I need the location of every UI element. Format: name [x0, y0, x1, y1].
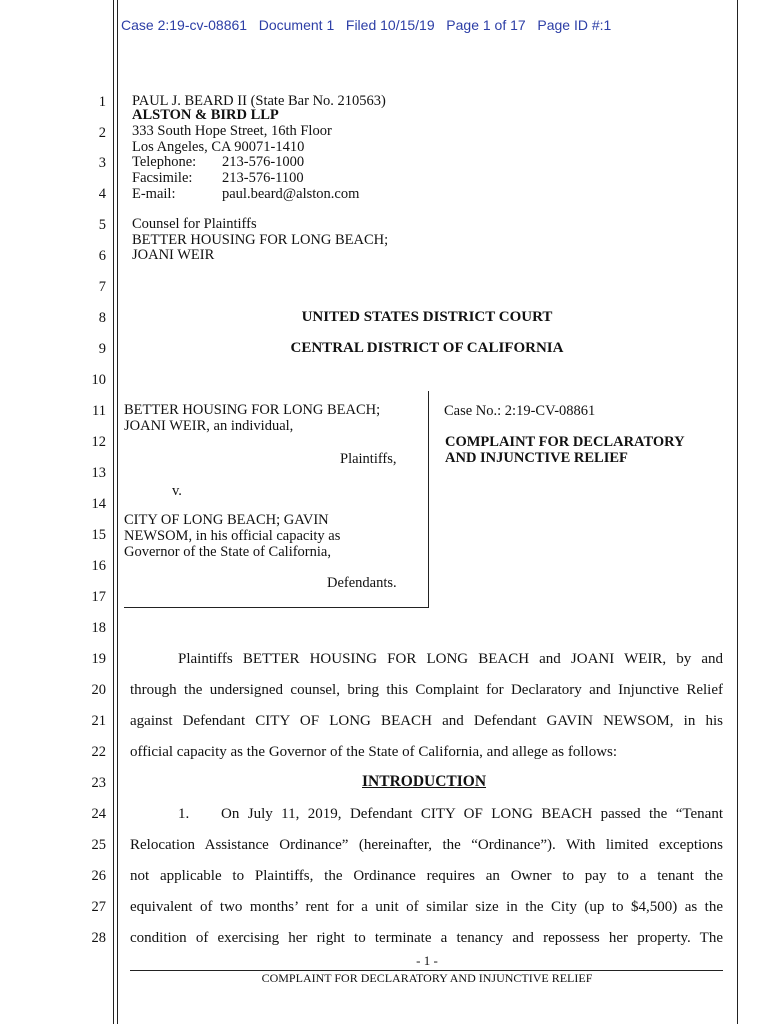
- plaintiff-line-1: BETTER HOUSING FOR LONG BEACH;: [124, 402, 381, 418]
- defendants-label: Defendants.: [327, 575, 397, 591]
- line-number: 22: [91, 744, 106, 760]
- intro-line-1: Plaintiffs BETTER HOUSING FOR LONG BEACH and JOANI WEIR, by and: [178, 651, 723, 667]
- case-number: Case No.: 2:19-CV-08861: [444, 403, 596, 419]
- paragraph-1-line-4: equivalent of two months’ rent for a unit of similar size in the City (up to $4,500) as the: [130, 899, 723, 915]
- line-number: 5: [98, 217, 106, 233]
- line-number: 9: [98, 341, 106, 357]
- versus: v.: [172, 483, 182, 499]
- intro-line-2: through the undersigned counsel, bring this Complaint for Declaratory and Injunctive Relief: [130, 682, 723, 698]
- paragraph-1-line-3: not applicable to Plaintiffs, the Ordinance requires an Owner to pay to a tenant the: [130, 868, 723, 884]
- defendant-line-1: CITY OF LONG BEACH; GAVIN: [124, 512, 329, 528]
- intro-line-3: against Defendant CITY OF LONG BEACH and Defendant GAVIN NEWSOM, in his: [130, 713, 723, 729]
- left-margin-rule-outer: [113, 0, 114, 1024]
- line-number: 6: [98, 248, 106, 264]
- plaintiffs-label: Plaintiffs,: [340, 451, 397, 467]
- line-number: 12: [91, 434, 106, 450]
- paragraph-number: 1.: [178, 806, 190, 822]
- firm-address-line-2: Los Angeles, CA 90071-1410: [132, 139, 305, 155]
- page-number: - 1 -: [416, 953, 438, 968]
- line-number: 8: [98, 310, 106, 326]
- telephone-label: Telephone:: [132, 154, 197, 170]
- line-number: 21: [91, 713, 106, 729]
- court-name: UNITED STATES DISTRICT COURT: [301, 309, 553, 325]
- counsel-for-label: Counsel for Plaintiffs: [132, 216, 257, 232]
- client-line-2: JOANI WEIR: [132, 247, 215, 263]
- line-number: 10: [91, 372, 106, 388]
- intro-line-4: official capacity as the Governor of the State of California, and allege as follows:: [130, 744, 618, 760]
- line-number: 19: [91, 651, 106, 667]
- line-number: 7: [98, 279, 106, 295]
- paragraph-1-line-1: On July 11, 2019, Defendant CITY OF LONG BEACH passed the “Tenant: [221, 806, 723, 822]
- law-firm: ALSTON & BIRD LLP: [132, 107, 279, 123]
- plaintiff-line-2: JOANI WEIR, an individual,: [124, 418, 294, 434]
- line-number: 14: [91, 496, 106, 512]
- client-line-1: BETTER HOUSING FOR LONG BEACH;: [132, 232, 389, 248]
- line-number: 11: [92, 403, 106, 419]
- firm-address-line-1: 333 South Hope Street, 16th Floor: [132, 123, 332, 139]
- line-number: 27: [91, 899, 106, 915]
- facsimile-label: Facsimile:: [132, 170, 193, 186]
- line-number: 13: [91, 465, 106, 481]
- line-number: 17: [91, 589, 106, 605]
- section-heading-introduction: INTRODUCTION: [362, 773, 487, 790]
- email-label: E-mail:: [132, 186, 176, 202]
- document-title-line-2: AND INJUNCTIVE RELIEF: [445, 450, 628, 466]
- line-number: 28: [91, 930, 106, 946]
- line-number: 25: [91, 837, 106, 853]
- footer-title: COMPLAINT FOR DECLARATORY AND INJUNCTIVE RELIEF: [261, 971, 593, 985]
- facsimile-number: 213-576-1100: [222, 170, 304, 186]
- left-margin-rule-inner: [117, 0, 118, 1024]
- defendant-line-3: Governor of the State of California,: [124, 544, 331, 560]
- line-number: 24: [91, 806, 106, 822]
- document-title-line-1: COMPLAINT FOR DECLARATORY: [445, 434, 685, 450]
- caption-bottom-divider: [124, 607, 429, 608]
- defendant-line-2: NEWSOM, in his official capacity as: [124, 528, 341, 544]
- right-margin-rule: [737, 0, 738, 1024]
- line-number: 26: [91, 868, 106, 884]
- line-number: 4: [98, 186, 106, 202]
- court-district: CENTRAL DISTRICT OF CALIFORNIA: [290, 340, 564, 356]
- line-number: 1: [98, 94, 106, 110]
- line-number: 15: [91, 527, 106, 543]
- line-number: 23: [91, 775, 106, 791]
- attorney-name: PAUL J. BEARD II (State Bar No. 210563): [132, 93, 386, 109]
- telephone-number: 213-576-1000: [222, 154, 305, 170]
- line-number: 3: [98, 155, 106, 171]
- email-address: paul.beard@alston.com: [222, 186, 360, 202]
- caption-vertical-divider: [428, 391, 429, 608]
- line-number: 20: [91, 682, 106, 698]
- line-number: 18: [91, 620, 106, 636]
- paragraph-1-line-5: condition of exercising her right to terminate a tenancy and repossess her property. The: [130, 930, 723, 946]
- ecf-header: Case 2:19-cv-08861 Document 1 Filed 10/15/19 Page 1 of 17 Page ID #:1: [121, 17, 612, 33]
- line-number: 2: [98, 125, 106, 141]
- line-number: 16: [91, 558, 106, 574]
- paragraph-1-line-2: Relocation Assistance Ordinance” (hereinafter, the “Ordinance”). With limited exceptions: [130, 837, 723, 853]
